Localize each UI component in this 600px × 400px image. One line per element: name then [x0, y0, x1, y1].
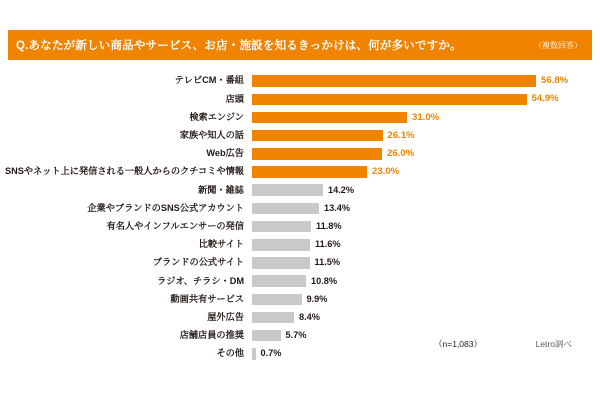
chart-footer [0, 338, 600, 358]
category-label: テレビCM・番組 [174, 75, 244, 86]
bar [252, 112, 407, 124]
chart-row [0, 90, 600, 108]
bar-area [252, 181, 600, 199]
bar-area [252, 108, 600, 126]
chart-row [0, 218, 600, 236]
chart-row [0, 308, 600, 326]
chart-row [0, 254, 600, 272]
chart-row [0, 199, 600, 217]
chart-row [0, 72, 600, 90]
category-label: 企業やブランドのSNS公式アカウント [87, 202, 244, 213]
bar-value-label: 10.8% [311, 275, 338, 286]
bar-area [252, 163, 600, 181]
bar-value-label: 14.2% [328, 184, 355, 195]
chart-row [0, 145, 600, 163]
bar-value-label: 11.5% [314, 257, 341, 268]
bar [252, 130, 383, 142]
header-note: （複数回答） [534, 40, 582, 50]
bar-area [252, 254, 600, 272]
category-label: SNSやネット上に発信される一般人からのクチコミや情報 [4, 166, 244, 177]
bar-area [252, 290, 600, 308]
category-label: 検索エンジン [189, 111, 244, 122]
bar-value-label: 23.0% [372, 166, 400, 178]
chart-header [8, 30, 592, 60]
sample-size-label: （n=1,083） [434, 339, 482, 349]
category-label: 屋外広告 [207, 311, 244, 322]
chart-row [0, 108, 600, 126]
category-label: 有名人やインフルエンサーの発信 [106, 220, 244, 231]
bar-value-label: 8.4% [299, 311, 320, 322]
bar-chart [0, 72, 600, 362]
category-label: 比較サイト [198, 239, 244, 250]
bar [252, 221, 311, 233]
chart-row [0, 290, 600, 308]
bar-value-label: 0.7% [260, 348, 282, 359]
chart-row [0, 272, 600, 290]
category-label: ラジオ、チラシ・DM [157, 275, 244, 286]
bar-value-label: 11.8% [316, 220, 342, 231]
bar [252, 294, 302, 306]
chart-row [0, 181, 600, 199]
bar [252, 257, 310, 269]
category-label: ブランドの公式サイト [152, 257, 244, 268]
bar [252, 75, 536, 87]
page-title: Q.あなたが新しい商品やサービス、お店・施設を知るきっかけは、何が多いですか。 [16, 40, 462, 52]
bar-area [252, 72, 600, 90]
bar [252, 203, 319, 215]
bar-area [252, 236, 600, 254]
bar-value-label: 26.0% [387, 148, 415, 160]
bar [252, 239, 310, 251]
bar [252, 312, 294, 324]
bar-area [252, 308, 600, 326]
bar-area [252, 127, 600, 145]
category-label: 店頭 [225, 93, 244, 104]
bar-value-label: 56.8% [541, 75, 569, 87]
chart-row [0, 163, 600, 181]
category-label: Web広告 [206, 148, 244, 159]
category-label: その他 [216, 348, 244, 359]
bar-value-label: 9.9% [306, 293, 328, 304]
category-label: 動画共有サービス [170, 293, 244, 304]
bar-value-label: 54.9% [531, 93, 559, 105]
credit-label: Letro調べ [535, 339, 572, 349]
bar-area [252, 272, 600, 290]
category-label: 家族や知人の話 [179, 130, 244, 141]
bar [252, 184, 323, 196]
bar-value-label: 13.4% [324, 202, 351, 213]
chart-row [0, 236, 600, 254]
bar [252, 148, 382, 160]
bar-area [252, 218, 600, 236]
bar-area [252, 90, 600, 108]
bar [252, 94, 527, 106]
bar [252, 166, 367, 178]
category-label: 店舗店員の推奨 [179, 330, 244, 341]
chart-row [0, 127, 600, 145]
bar-value-label: 26.1% [387, 129, 415, 141]
bar-value-label: 11.6% [315, 239, 341, 250]
bar-value-label: 5.7% [285, 330, 307, 341]
bar-area [252, 199, 600, 217]
bar-area [252, 145, 600, 163]
category-label: 新聞・雑誌 [198, 184, 244, 195]
bar-value-label: 31.0% [412, 111, 440, 123]
bar [252, 275, 306, 287]
